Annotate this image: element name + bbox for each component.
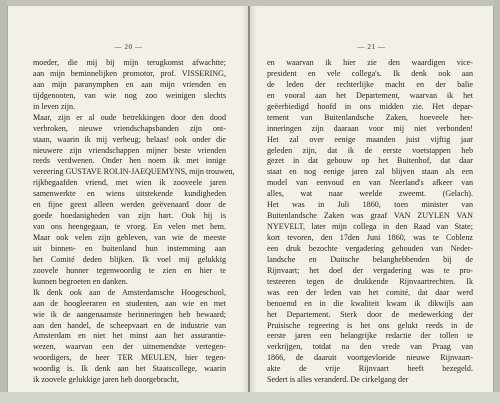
text-line: aan den handel, de scheepvaart en de industrie van [33, 320, 226, 330]
text-line: tement van Buitenlandsche Zaken, hoeveele her- [267, 112, 473, 122]
text-line: en vooral aan het Departement, waarvan ik het [267, 90, 473, 100]
text-line: in leven zijn. [33, 101, 76, 111]
scan-border-right [494, 0, 500, 404]
text-line: verkrijgen, totdat na den vrede van Praag van [267, 342, 473, 352]
text-line: rijkbegaafden vriend, met wien ik zooveele jaren [33, 178, 226, 188]
text-line: tijdgenooten, van wie nog zoo weinigen slechts [33, 90, 226, 100]
text-line: de leden der rechterlijke macht en der balie [267, 79, 473, 89]
text-line: Pruisische regeering is het ons gelukt reeds in de [267, 320, 473, 330]
text-line: Maar ook velen zijn gebleven, van wie de meeste [33, 233, 226, 242]
text-line: van ons heengegaan, te vroeg. En velen met hem. [33, 222, 226, 232]
text-line: landsche en Duitsche belanghebbenden bij de [267, 254, 473, 264]
text-line: ik zoovele gelukkige jaren heb doorgebracht, [33, 375, 179, 385]
text-line: staan, waarin ik mij verheug; helaas! ook onder die [33, 134, 226, 144]
text-line: uit binnen- en buitenland hun instemming aan [33, 243, 226, 253]
text-line: samenwerkte en wiens uitstekende kundigheden [33, 189, 226, 199]
text-line: wezen, waarvan een der uitnemendste vertegen- [33, 342, 226, 352]
text-line: eerste jaren een belangrijke redactie der tollen te [267, 331, 473, 341]
text-line: goede hoedanigheden van zijn hart. Ook hij is [33, 211, 226, 221]
text-line: Maar, zijn er al oude betrekkingen door den dood [33, 112, 226, 122]
text-line: het Comité deden blijken. Ik voel mij gelukkig [33, 254, 226, 264]
text-line: staat en nog eenige jaren zal blijven staan als een [267, 167, 473, 177]
scan-border-left [0, 0, 7, 404]
text-line: was een der leden van het comité, dat daar werd [267, 287, 473, 297]
text-line: Het zal over eenige maanden juist vijftig jaar [267, 134, 473, 144]
text-line: aan mijn paranymphen en aan mijn vrienden en [33, 79, 226, 89]
text-line: kunnen begroeten en danken. [33, 276, 128, 286]
text-line: en waarvan ik hier zie den waardigen vice- [267, 58, 473, 67]
text-line: Het was in Juli 1860, toen minister van [267, 200, 473, 210]
text-line: woordigers, de heer TER MEULEN, hier tegen- [33, 353, 226, 363]
text-line: Sedert is alles veranderd. De cirkelgang der [267, 375, 409, 385]
text-line: kort tevoren, den 17den Juni 1860, was te Coblenz [267, 233, 473, 242]
text-line: Amsterdam en niet het minst aan het assurantie- [33, 331, 226, 341]
page-number: — 20 — [114, 43, 143, 51]
text-line: alles, wat naar weelde zweemt. (Gelach). [267, 189, 473, 199]
text-line: Rijnvaart; het doel der vergadering was te pro- [267, 265, 473, 275]
text-line: reeds verdwenen. Onder hen noem ik met innige [33, 156, 226, 166]
text-line: moeder, die mij bij mijn terugkomst afwachtte; [33, 58, 226, 67]
right-page [250, 6, 493, 392]
text-line: Buitenlandsche Zaken was graaf VAN ZUYLEN VAN [267, 211, 473, 221]
text-line: gezet in dat gebouw op het Buitenhof, dat daar [267, 156, 473, 166]
text-line: en fijne geest alleen werden geëvenaard door de [33, 200, 226, 210]
text-line: benoemd en in die kwaliteit kwam ik dikwijls aan [267, 298, 473, 308]
text-line: verbroken, nieuwe vriendschapsbanden zijn ont- [33, 123, 226, 133]
text-line: geëerbiedigd hoofd in ons midden zie. Het depar- [267, 101, 473, 111]
text-line: 1866, de daaruit voortgevloeide nieuwe Rijnvaart- [267, 353, 473, 363]
text-line: inneringen zijn daaraan voor mij niet verbonden! [267, 123, 473, 133]
text-line: een druk bezochte vergadering gehouden van Neder- [267, 243, 473, 253]
text-line: testeeren tegen de drukkende Rijnvaartrechten. Ik [267, 276, 473, 286]
text-line: model van eenvoud en van Neerland's afkeer van [267, 178, 473, 188]
text-line: aan mijn beminnelijken promotor, prof. VISSERING, [33, 68, 226, 78]
text-line: vereering GUSTAVE ROLIN-JAEQUEMYNS, mijn trouwen, [33, 167, 235, 177]
text-line: wie ik de aangenaamste herinneringen heb bewaard; [33, 309, 226, 319]
text-line: geleden zijn, dat ik de eerste voetstappen heb [267, 145, 473, 155]
scan-border-bottom [0, 392, 500, 404]
text-line: akte de vrije Rijnvaart heeft bezegeld. [267, 364, 473, 374]
text-line: het Departement. Sterk door de medewerking der [267, 309, 473, 319]
text-line: aan de hoogleeraren en studenten, aan wie en met [33, 298, 226, 308]
text-line: woordig is. Ik denk aan het Staatscollege, waarin [33, 364, 226, 374]
left-page [8, 6, 249, 392]
text-line: nieuwere zijn vriendschappen mijner beste vrienden [33, 145, 226, 155]
text-line: zoovele hunner tegenwoordig te zien en hier te [33, 265, 226, 275]
text-line: Ik denk ook aan de Amsterdamsche Hoogeschool, [33, 287, 226, 297]
page-body-text [267, 58, 473, 386]
text-line: president en vele collega's. Ik denk ook aan [267, 68, 473, 78]
text-line: NYEVELT, later mijn collega in den Raad van State; [267, 222, 473, 232]
page-body-text [33, 58, 235, 386]
page-number: — 21 — [357, 43, 386, 51]
